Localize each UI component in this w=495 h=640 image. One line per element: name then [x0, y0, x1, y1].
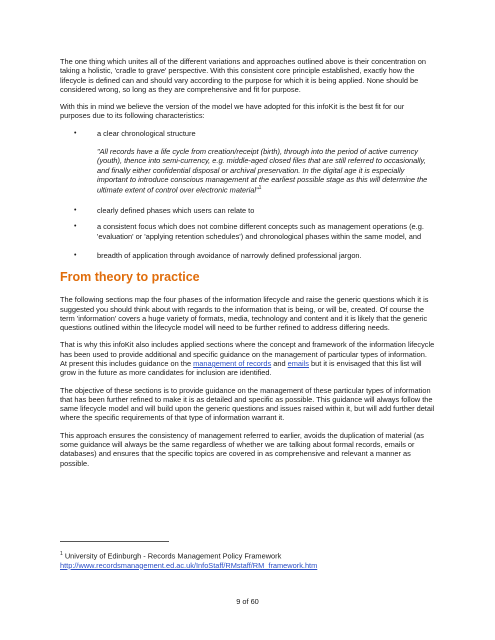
footnote-url-link[interactable]: http://www.recordsmanagement.ed.ac.uk/InfoStaff/RMstaff/RM_framework.htm — [60, 560, 318, 570]
page-content — [60, 57, 435, 476]
characteristics-list — [60, 129, 435, 138]
emails-link[interactable]: emails — [287, 359, 309, 368]
bullet-icon: • — [74, 207, 77, 215]
list-item-text: a consistent focus which does not combine different concepts such as management operations (e.g. 'evaluation' or 'applying retention schedules') and chronological phases within the same model, and — [97, 222, 424, 241]
footnote-number: 1 — [60, 551, 63, 557]
footnote — [60, 550, 440, 570]
list-item — [60, 251, 435, 260]
quote-text: "All records have a life cycle from creation/receipt (birth), through into the period of active currency (youth), thence into semi-currency, e.g. middle-aged closed files that are still referred to occasionally, and finally either confidential disposal or archival preservation. In the digital age it is especially important to introduce conscious management at the earliest possible stage as this will determine the ultimate extent of control over electronic material" — [97, 147, 428, 195]
bullet-icon: • — [74, 129, 77, 137]
paragraph-lifecycle-phases: The following sections map the four phases of the information lifecycle and raise the generic questions which it is suggested you should think about with regards to the information that is being, or will be, created. Of course the term 'information' covers a huge variety of formats, media, technology and content and it is likely that the generic questions outlined within the lifecycle model will need to be further refined to address differing needs. — [60, 295, 429, 333]
bullet-icon: • — [74, 223, 77, 231]
paragraph-applied-sections: That is why this infoKit also includes applied sections where the concept and framework of the information lifecycle has been used to provide additional and specific guidance on the management of particular types of information. At present this includes guidance on the management of records and emails but it is envisaged that this list will grow in the future as more candidates for inclusion are identified. — [60, 340, 435, 378]
bullet-icon: • — [74, 251, 77, 259]
paragraph-holistic-perspective: The one thing which unites all of the different variations and approaches outlined above is their concentration on taking a holistic, 'cradle to grave' perspective. With this consistent core principle established, exactly how the lifecycle is defined can and should vary according to the purpose for which it is being applied. None should be considered wrong, so long as they are comprehensive and fit for purpose. — [60, 57, 426, 94]
footnote-reference[interactable]: 1 — [258, 185, 262, 192]
footnote-text: University of Edinburgh - Records Management Policy Framework — [62, 551, 282, 561]
lifecycle-quote — [97, 147, 435, 195]
management-of-records-link[interactable]: management of records — [193, 359, 272, 368]
characteristics-list-continued — [60, 206, 435, 260]
list-item-text: clearly defined phases which users can relate to — [97, 206, 255, 216]
paragraph-objective: The objective of these sections is to provide guidance on the management of these particular types of information that has been further refined to make it is as detailed and specific as possible. This guidance will always follow the same lifecycle model and will build upon the generic questions and issues raised within it, but will add further detail where the specific requirements of that type of information warrant it. — [60, 385, 435, 423]
list-item — [60, 206, 435, 215]
list-item-text: breadth of application through avoidance of narrowly defined professional jargon. — [97, 250, 362, 260]
paragraph-approach: This approach ensures the consistency of management referred to earlier, avoids the duplication of material (as some guidance will always be the same regardless of whether we are talking about formal records, emails or databases) and ensures that the specific topics are covered in as comprehensive and relevant a manner as possible. — [60, 430, 424, 468]
page-number: 9 of 60 — [236, 597, 259, 606]
section-heading: From theory to practice — [60, 270, 200, 285]
paragraph-model-characteristics: With this in mind we believe the version of the model we have adopted for this infoKit is the best fit for our purposes due to its following characteristics: — [60, 102, 405, 121]
footnote-divider — [60, 541, 169, 542]
list-item-text: a clear chronological structure — [97, 128, 196, 138]
list-item — [60, 222, 435, 241]
list-item — [60, 129, 435, 138]
